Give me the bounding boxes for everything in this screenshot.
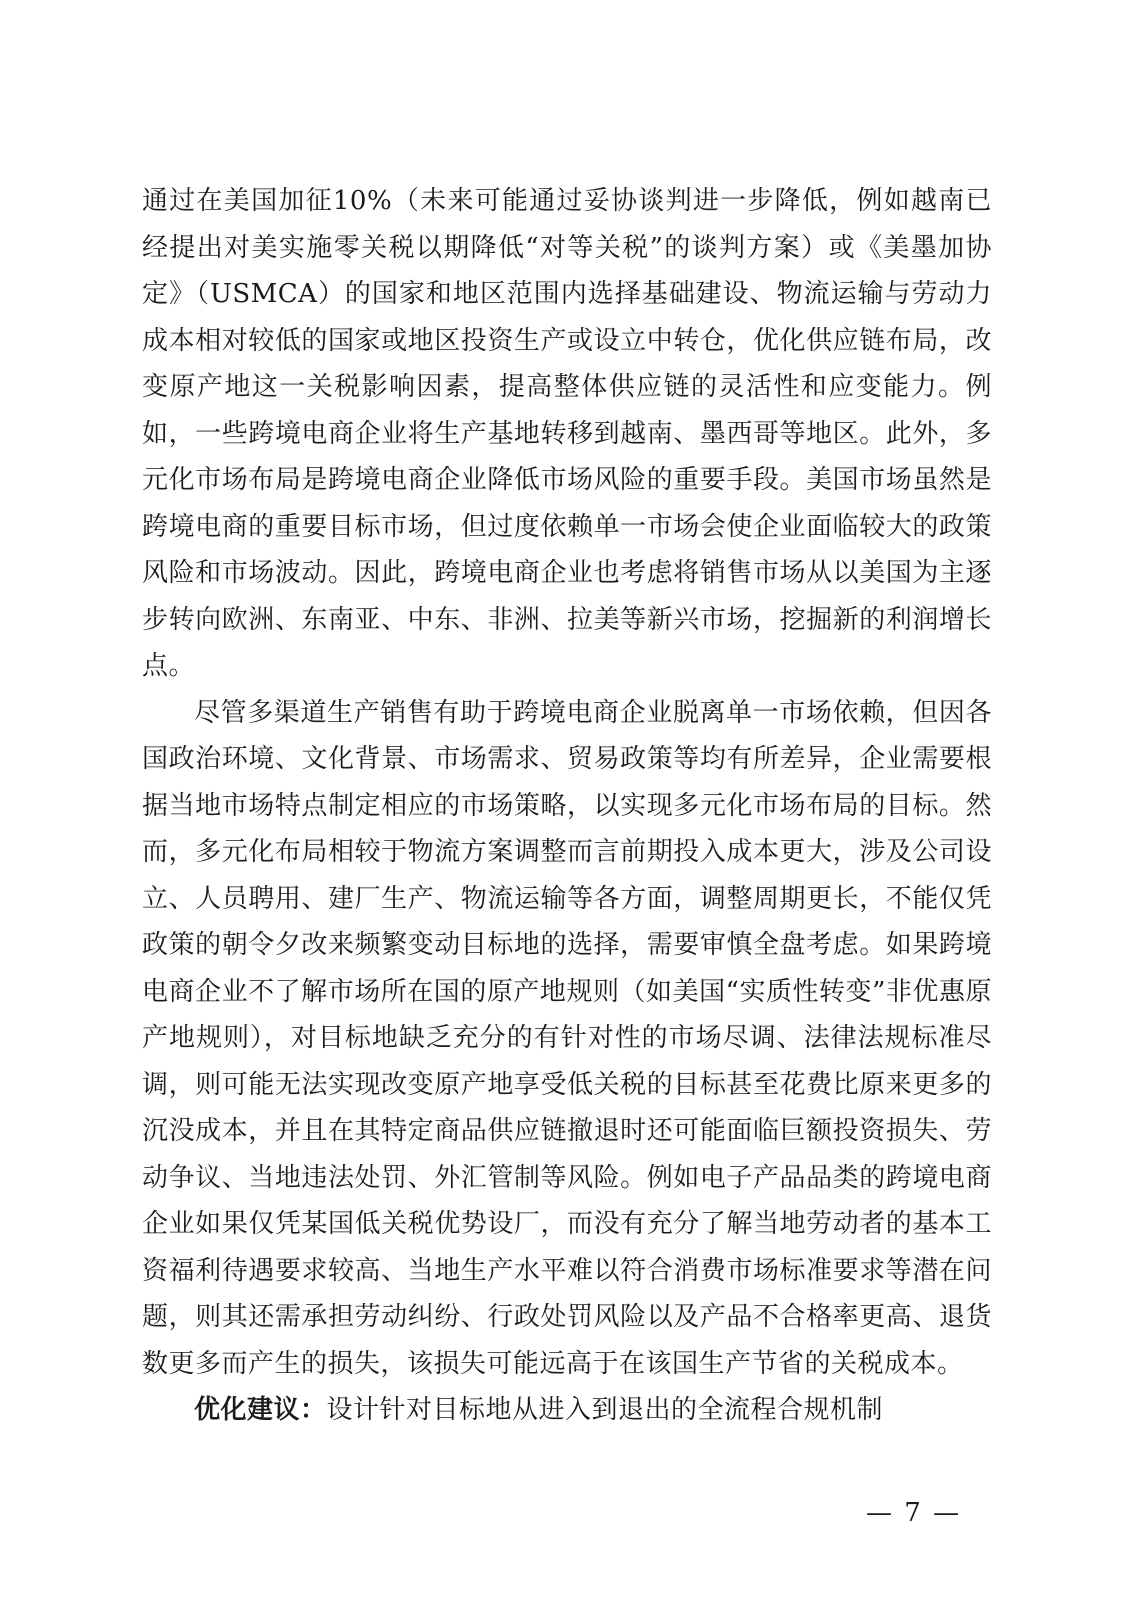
suggestion-line	[142, 1387, 992, 1434]
document-body	[142, 178, 992, 1434]
suggestion-text: 设计针对目标地从进入到退出的全流程合规机制	[326, 1395, 884, 1425]
suggestion-label: 优化建议：	[194, 1395, 327, 1425]
paragraph-diversification-risks: 尽管多渠道生产销售有助于跨境电商企业脱离单一市场依赖，但因各国政治环境、文化背景、市场需求、贸易政策等均有所差异，企业需要根据当地市场特点制定相应的市场策略，以实现多元化市场布局的目标。然而，多元化布局相较于物流方案调整而言前期投入成本更大，涉及公司设立、人员聘用、建厂生产、物流运输等各方面，调整周期更长，不能仅凭政策的朝令夕改来频繁变动目标地的选择，需要审慎全盘考虑。如果跨境电商企业不了解市场所在国的原产地规则（如美国“实质性转变”非优惠原产地规则），对目标地缺乏充分的有针对性的市场尽调、法律法规标准尽调，则可能无法实现改变原产地享受低关税的目标甚至花费比原来更多的沉没成本，并且在其特定商品供应链撤退时还可能面临巨额投资损失、劳动争议、当地违法处罚、外汇管制等风险。例如电子产品品类的跨境电商企业如果仅凭某国低关税优势设厂，而没有充分了解当地劳动者的基本工资福利待遇要求较高、当地生产水平难以符合消费市场标准要求等潜在问题，则其还需承担劳动纠纷、行政处罚风险以及产品不合格率更高、退货数更多而产生的损失，该损失可能远高于在该国生产节省的关税成本。	[142, 697, 992, 1379]
paragraph-continuation: 通过在美国加征10%（未来可能通过妥协谈判进一步降低，例如越南已经提出对美实施零关税以期降低“对等关税”的谈判方案）或《美墨加协定》（USMCA）的国家和地区范围内选择基础建设、物流运输与劳动力成本相对较低的国家或地区投资生产或设立中转仓，优化供应链布局，改变原产地这一关税影响因素，提高整体供应链的灵活性和应变能力。例如，一些跨境电商企业将生产基地转移到越南、墨西哥等地区。此外，多元化市场布局是跨境电商企业降低市场风险的重要手段。美国市场虽然是跨境电商的重要目标市场，但过度依赖单一市场会使企业面临较大的政策风险和市场波动。因此，跨境电商企业也考虑将销售市场从以美国为主逐步转向欧洲、东南亚、中东、非洲、拉美等新兴市场，挖掘新的利润增长点。	[142, 186, 992, 681]
page-number: — 7 —	[866, 1498, 962, 1528]
